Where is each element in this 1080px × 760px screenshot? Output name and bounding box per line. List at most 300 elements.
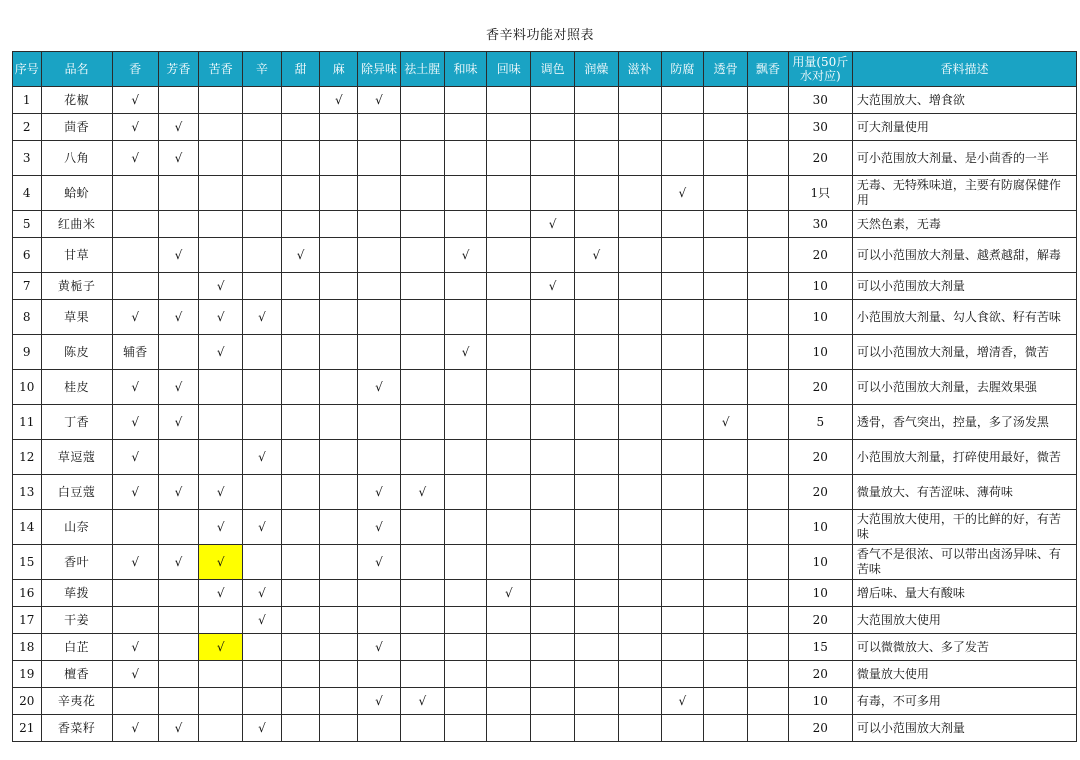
column-header: 滋补 xyxy=(618,52,661,87)
function-mark-cell xyxy=(320,715,358,742)
function-mark-cell xyxy=(281,475,320,510)
table-row xyxy=(13,661,1077,688)
function-mark-cell xyxy=(487,176,531,211)
function-mark-cell xyxy=(400,607,444,634)
function-mark-cell xyxy=(400,545,444,580)
row-number-cell: 4 xyxy=(13,176,42,211)
function-mark-cell xyxy=(320,661,358,688)
function-mark-cell xyxy=(444,475,487,510)
function-mark-cell xyxy=(574,661,618,688)
table-row xyxy=(13,580,1077,607)
description-cell: 天然色素，无毒 xyxy=(852,211,1076,238)
spice-name-cell: 草逗蔻 xyxy=(41,440,112,475)
function-mark-cell xyxy=(281,661,320,688)
function-mark-cell: √ xyxy=(281,238,320,273)
function-mark-cell xyxy=(618,87,661,114)
description-cell: 透骨，香气突出，控量，多了汤发黑 xyxy=(852,405,1076,440)
function-mark-cell xyxy=(704,87,748,114)
function-mark-cell xyxy=(444,141,487,176)
function-mark-cell xyxy=(199,715,243,742)
amount-cell: 30 xyxy=(788,211,852,238)
function-mark-cell xyxy=(400,114,444,141)
row-number-cell: 2 xyxy=(13,114,42,141)
function-mark-cell: √ xyxy=(243,300,282,335)
function-mark-cell xyxy=(243,176,282,211)
function-mark-cell xyxy=(320,114,358,141)
amount-cell: 30 xyxy=(788,87,852,114)
function-mark-cell: 辅香 xyxy=(112,335,158,370)
table-row xyxy=(13,715,1077,742)
function-mark-cell xyxy=(618,607,661,634)
function-mark-cell: √ xyxy=(243,607,282,634)
function-mark-cell: √ xyxy=(199,545,243,580)
function-mark-cell xyxy=(158,580,199,607)
function-mark-cell xyxy=(358,405,401,440)
function-mark-cell xyxy=(400,634,444,661)
description-cell: 大范围放大、增食欲 xyxy=(852,87,1076,114)
function-mark-cell xyxy=(444,661,487,688)
row-number-cell: 10 xyxy=(13,370,42,405)
function-mark-cell xyxy=(444,176,487,211)
row-number-cell: 15 xyxy=(13,545,42,580)
function-mark-cell xyxy=(661,300,704,335)
function-mark-cell: √ xyxy=(661,176,704,211)
function-mark-cell xyxy=(320,370,358,405)
function-mark-cell xyxy=(531,176,575,211)
function-mark-cell xyxy=(320,440,358,475)
row-number-cell: 3 xyxy=(13,141,42,176)
function-mark-cell xyxy=(158,634,199,661)
table-body xyxy=(13,87,1077,742)
column-header: 品名 xyxy=(41,52,112,87)
function-mark-cell xyxy=(281,273,320,300)
function-mark-cell xyxy=(400,211,444,238)
row-number-cell: 20 xyxy=(13,688,42,715)
function-mark-cell: √ xyxy=(574,238,618,273)
function-mark-cell: √ xyxy=(358,545,401,580)
page-title: 香辛料功能对照表 xyxy=(485,28,594,43)
function-mark-cell xyxy=(243,545,282,580)
function-mark-cell xyxy=(704,300,748,335)
spice-name-cell: 山奈 xyxy=(41,510,112,545)
function-mark-cell: √ xyxy=(199,273,243,300)
function-mark-cell xyxy=(158,273,199,300)
function-mark-cell xyxy=(400,370,444,405)
amount-cell: 1只 xyxy=(788,176,852,211)
function-mark-cell xyxy=(281,176,320,211)
row-number-cell: 7 xyxy=(13,273,42,300)
function-mark-cell xyxy=(748,510,789,545)
function-mark-cell xyxy=(618,545,661,580)
function-mark-cell xyxy=(400,440,444,475)
function-mark-cell xyxy=(704,141,748,176)
description-cell: 有毒，不可多用 xyxy=(852,688,1076,715)
spice-name-cell: 桂皮 xyxy=(41,370,112,405)
function-mark-cell xyxy=(661,370,704,405)
function-mark-cell xyxy=(531,510,575,545)
function-mark-cell xyxy=(487,715,531,742)
function-mark-cell xyxy=(661,545,704,580)
function-mark-cell xyxy=(704,607,748,634)
function-mark-cell xyxy=(748,475,789,510)
function-mark-cell xyxy=(358,580,401,607)
amount-cell: 10 xyxy=(788,300,852,335)
function-mark-cell xyxy=(487,211,531,238)
function-mark-cell xyxy=(199,87,243,114)
function-mark-cell: √ xyxy=(158,475,199,510)
function-mark-cell xyxy=(531,370,575,405)
function-mark-cell xyxy=(661,715,704,742)
function-mark-cell: √ xyxy=(112,545,158,580)
function-mark-cell xyxy=(281,440,320,475)
function-mark-cell xyxy=(574,688,618,715)
row-number-cell: 18 xyxy=(13,634,42,661)
table-row xyxy=(13,607,1077,634)
function-mark-cell xyxy=(487,300,531,335)
function-mark-cell xyxy=(618,405,661,440)
amount-cell: 20 xyxy=(788,370,852,405)
function-mark-cell: √ xyxy=(158,114,199,141)
function-mark-cell: √ xyxy=(112,370,158,405)
row-number-cell: 1 xyxy=(13,87,42,114)
description-cell: 可以小范围放大剂量 xyxy=(852,715,1076,742)
function-mark-cell xyxy=(199,607,243,634)
function-mark-cell xyxy=(358,141,401,176)
spice-name-cell: 白芷 xyxy=(41,634,112,661)
function-mark-cell: √ xyxy=(112,634,158,661)
function-mark-cell xyxy=(112,580,158,607)
function-mark-cell xyxy=(358,607,401,634)
function-mark-cell xyxy=(320,238,358,273)
function-mark-cell xyxy=(487,273,531,300)
spice-name-cell: 蛤蚧 xyxy=(41,176,112,211)
function-mark-cell xyxy=(661,87,704,114)
function-mark-cell xyxy=(487,661,531,688)
function-mark-cell: √ xyxy=(158,300,199,335)
function-mark-cell xyxy=(704,335,748,370)
function-mark-cell: √ xyxy=(320,87,358,114)
function-mark-cell xyxy=(531,238,575,273)
function-mark-cell xyxy=(574,273,618,300)
function-mark-cell xyxy=(487,634,531,661)
function-mark-cell xyxy=(320,405,358,440)
table-row xyxy=(13,300,1077,335)
description-cell: 小范围放大剂量、勾人食欲、籽有苦味 xyxy=(852,300,1076,335)
function-mark-cell xyxy=(243,634,282,661)
function-mark-cell xyxy=(112,211,158,238)
column-header: 甜 xyxy=(281,52,320,87)
function-mark-cell xyxy=(158,661,199,688)
description-cell: 大范围放大使用 xyxy=(852,607,1076,634)
spice-name-cell: 黄栀子 xyxy=(41,273,112,300)
function-mark-cell xyxy=(531,335,575,370)
function-mark-cell: √ xyxy=(158,545,199,580)
function-mark-cell xyxy=(400,87,444,114)
function-mark-cell: √ xyxy=(400,688,444,715)
column-header: 除异味 xyxy=(358,52,401,87)
function-mark-cell xyxy=(618,335,661,370)
function-mark-cell xyxy=(618,141,661,176)
function-mark-cell xyxy=(444,715,487,742)
function-mark-cell: √ xyxy=(112,661,158,688)
amount-cell: 10 xyxy=(788,545,852,580)
function-mark-cell: √ xyxy=(199,335,243,370)
function-mark-cell xyxy=(400,176,444,211)
function-mark-cell xyxy=(704,238,748,273)
function-mark-cell: √ xyxy=(531,211,575,238)
function-mark-cell xyxy=(487,87,531,114)
function-mark-cell xyxy=(748,87,789,114)
function-mark-cell xyxy=(531,440,575,475)
function-mark-cell xyxy=(358,715,401,742)
description-cell: 可以小范围放大剂量，增清香，微苦 xyxy=(852,335,1076,370)
function-mark-cell: √ xyxy=(358,634,401,661)
function-mark-cell xyxy=(487,510,531,545)
function-mark-cell xyxy=(748,300,789,335)
spice-name-cell: 红曲米 xyxy=(41,211,112,238)
function-mark-cell xyxy=(704,510,748,545)
function-mark-cell xyxy=(243,273,282,300)
function-mark-cell: √ xyxy=(400,475,444,510)
function-mark-cell xyxy=(281,114,320,141)
function-mark-cell: √ xyxy=(158,141,199,176)
function-mark-cell xyxy=(704,545,748,580)
row-number-cell: 14 xyxy=(13,510,42,545)
function-mark-cell xyxy=(358,211,401,238)
function-mark-cell: √ xyxy=(243,440,282,475)
amount-cell: 15 xyxy=(788,634,852,661)
function-mark-cell xyxy=(320,300,358,335)
function-mark-cell xyxy=(158,688,199,715)
function-mark-cell xyxy=(661,335,704,370)
column-header: 序号 xyxy=(13,52,42,87)
function-mark-cell xyxy=(281,545,320,580)
function-mark-cell xyxy=(618,661,661,688)
function-mark-cell xyxy=(320,273,358,300)
function-mark-cell: √ xyxy=(199,510,243,545)
function-mark-cell xyxy=(444,510,487,545)
function-mark-cell xyxy=(531,661,575,688)
function-mark-cell xyxy=(358,273,401,300)
function-mark-cell xyxy=(661,475,704,510)
function-mark-cell xyxy=(704,176,748,211)
function-mark-cell xyxy=(487,238,531,273)
table-row xyxy=(13,475,1077,510)
function-mark-cell xyxy=(618,238,661,273)
description-cell: 可小范围放大剂量、是小茴香的一半 xyxy=(852,141,1076,176)
function-mark-cell: √ xyxy=(243,510,282,545)
function-mark-cell: √ xyxy=(704,405,748,440)
function-mark-cell xyxy=(574,510,618,545)
function-mark-cell: √ xyxy=(358,475,401,510)
function-mark-cell xyxy=(199,211,243,238)
row-number-cell: 12 xyxy=(13,440,42,475)
function-mark-cell xyxy=(199,440,243,475)
table-row xyxy=(13,211,1077,238)
function-mark-cell: √ xyxy=(444,238,487,273)
function-mark-cell xyxy=(704,475,748,510)
function-mark-cell: √ xyxy=(358,688,401,715)
function-mark-cell xyxy=(618,273,661,300)
function-mark-cell xyxy=(531,545,575,580)
row-number-cell: 13 xyxy=(13,475,42,510)
function-mark-cell xyxy=(444,211,487,238)
function-mark-cell xyxy=(574,300,618,335)
function-mark-cell xyxy=(158,87,199,114)
table-row xyxy=(13,87,1077,114)
function-mark-cell xyxy=(748,273,789,300)
function-mark-cell xyxy=(574,475,618,510)
amount-cell: 20 xyxy=(788,661,852,688)
function-mark-cell xyxy=(444,545,487,580)
function-mark-cell: √ xyxy=(358,87,401,114)
function-mark-cell xyxy=(400,335,444,370)
table-row xyxy=(13,335,1077,370)
function-mark-cell xyxy=(704,661,748,688)
function-mark-cell xyxy=(112,176,158,211)
function-mark-cell xyxy=(243,211,282,238)
function-mark-cell xyxy=(618,440,661,475)
function-mark-cell xyxy=(320,607,358,634)
function-mark-cell xyxy=(487,688,531,715)
function-mark-cell xyxy=(704,715,748,742)
function-mark-cell: √ xyxy=(112,141,158,176)
function-mark-cell xyxy=(618,715,661,742)
function-mark-cell xyxy=(618,300,661,335)
function-mark-cell xyxy=(281,580,320,607)
column-header: 调色 xyxy=(531,52,575,87)
function-mark-cell xyxy=(281,87,320,114)
description-cell: 可以小范围放大剂量，去腥效果强 xyxy=(852,370,1076,405)
spice-name-cell: 花椒 xyxy=(41,87,112,114)
function-mark-cell xyxy=(531,300,575,335)
function-mark-cell xyxy=(618,211,661,238)
function-mark-cell xyxy=(281,141,320,176)
description-cell: 小范围放大剂量，打碎使用最好，微苦 xyxy=(852,440,1076,475)
amount-cell: 30 xyxy=(788,114,852,141)
function-mark-cell xyxy=(487,545,531,580)
function-mark-cell xyxy=(661,141,704,176)
function-mark-cell: √ xyxy=(243,580,282,607)
function-mark-cell xyxy=(748,176,789,211)
function-mark-cell: √ xyxy=(199,475,243,510)
function-mark-cell: √ xyxy=(112,405,158,440)
function-mark-cell: √ xyxy=(158,405,199,440)
function-mark-cell xyxy=(531,141,575,176)
function-mark-cell xyxy=(704,114,748,141)
function-mark-cell xyxy=(243,87,282,114)
function-mark-cell xyxy=(661,661,704,688)
function-mark-cell: √ xyxy=(158,715,199,742)
function-mark-cell xyxy=(320,545,358,580)
description-cell: 大范围放大使用，干的比鲜的好，有苦味 xyxy=(852,510,1076,545)
table-row xyxy=(13,688,1077,715)
function-mark-cell xyxy=(281,211,320,238)
table-row xyxy=(13,634,1077,661)
row-number-cell: 21 xyxy=(13,715,42,742)
function-mark-cell xyxy=(358,661,401,688)
function-mark-cell xyxy=(618,475,661,510)
row-number-cell: 11 xyxy=(13,405,42,440)
function-mark-cell xyxy=(748,335,789,370)
function-mark-cell xyxy=(444,87,487,114)
function-mark-cell xyxy=(531,634,575,661)
function-mark-cell xyxy=(112,238,158,273)
function-mark-cell xyxy=(748,405,789,440)
amount-cell: 20 xyxy=(788,238,852,273)
description-cell: 可大剂量使用 xyxy=(852,114,1076,141)
amount-cell: 10 xyxy=(788,510,852,545)
function-mark-cell xyxy=(400,715,444,742)
function-mark-cell xyxy=(618,176,661,211)
function-mark-cell xyxy=(531,607,575,634)
function-mark-cell xyxy=(400,580,444,607)
row-number-cell: 5 xyxy=(13,211,42,238)
function-mark-cell: √ xyxy=(243,715,282,742)
column-header: 用量(50斤水对应) xyxy=(788,52,852,87)
function-mark-cell: √ xyxy=(661,688,704,715)
amount-cell: 20 xyxy=(788,475,852,510)
function-mark-cell xyxy=(281,300,320,335)
function-mark-cell xyxy=(444,405,487,440)
description-cell: 可以小范围放大剂量 xyxy=(852,273,1076,300)
function-mark-cell xyxy=(748,211,789,238)
column-header: 辛 xyxy=(243,52,282,87)
function-mark-cell xyxy=(618,688,661,715)
spice-name-cell: 陈皮 xyxy=(41,335,112,370)
function-mark-cell xyxy=(661,211,704,238)
function-mark-cell xyxy=(748,114,789,141)
function-mark-cell xyxy=(320,335,358,370)
function-mark-cell xyxy=(487,370,531,405)
function-mark-cell xyxy=(574,370,618,405)
function-mark-cell xyxy=(531,87,575,114)
function-mark-cell xyxy=(400,273,444,300)
table-row xyxy=(13,176,1077,211)
function-mark-cell: √ xyxy=(112,114,158,141)
column-header: 麻 xyxy=(320,52,358,87)
function-mark-cell xyxy=(661,440,704,475)
function-mark-cell xyxy=(618,580,661,607)
row-number-cell: 8 xyxy=(13,300,42,335)
function-mark-cell: √ xyxy=(358,510,401,545)
function-mark-cell xyxy=(661,405,704,440)
function-mark-cell xyxy=(704,370,748,405)
function-mark-cell: √ xyxy=(158,238,199,273)
function-mark-cell xyxy=(704,634,748,661)
spice-name-cell: 茴香 xyxy=(41,114,112,141)
function-mark-cell xyxy=(199,688,243,715)
amount-cell: 10 xyxy=(788,580,852,607)
function-mark-cell xyxy=(281,370,320,405)
function-mark-cell xyxy=(400,510,444,545)
function-mark-cell xyxy=(358,300,401,335)
function-mark-cell xyxy=(400,300,444,335)
function-mark-cell xyxy=(199,370,243,405)
description-cell: 微量放大使用 xyxy=(852,661,1076,688)
function-mark-cell xyxy=(358,335,401,370)
spice-name-cell: 香叶 xyxy=(41,545,112,580)
function-mark-cell xyxy=(574,335,618,370)
function-mark-cell xyxy=(444,634,487,661)
function-mark-cell: √ xyxy=(112,300,158,335)
function-mark-cell xyxy=(320,580,358,607)
function-mark-cell xyxy=(320,211,358,238)
description-cell: 香气不是很浓、可以带出卤汤异味、有苦味 xyxy=(852,545,1076,580)
function-mark-cell xyxy=(281,688,320,715)
function-mark-cell xyxy=(199,176,243,211)
function-mark-cell xyxy=(400,141,444,176)
